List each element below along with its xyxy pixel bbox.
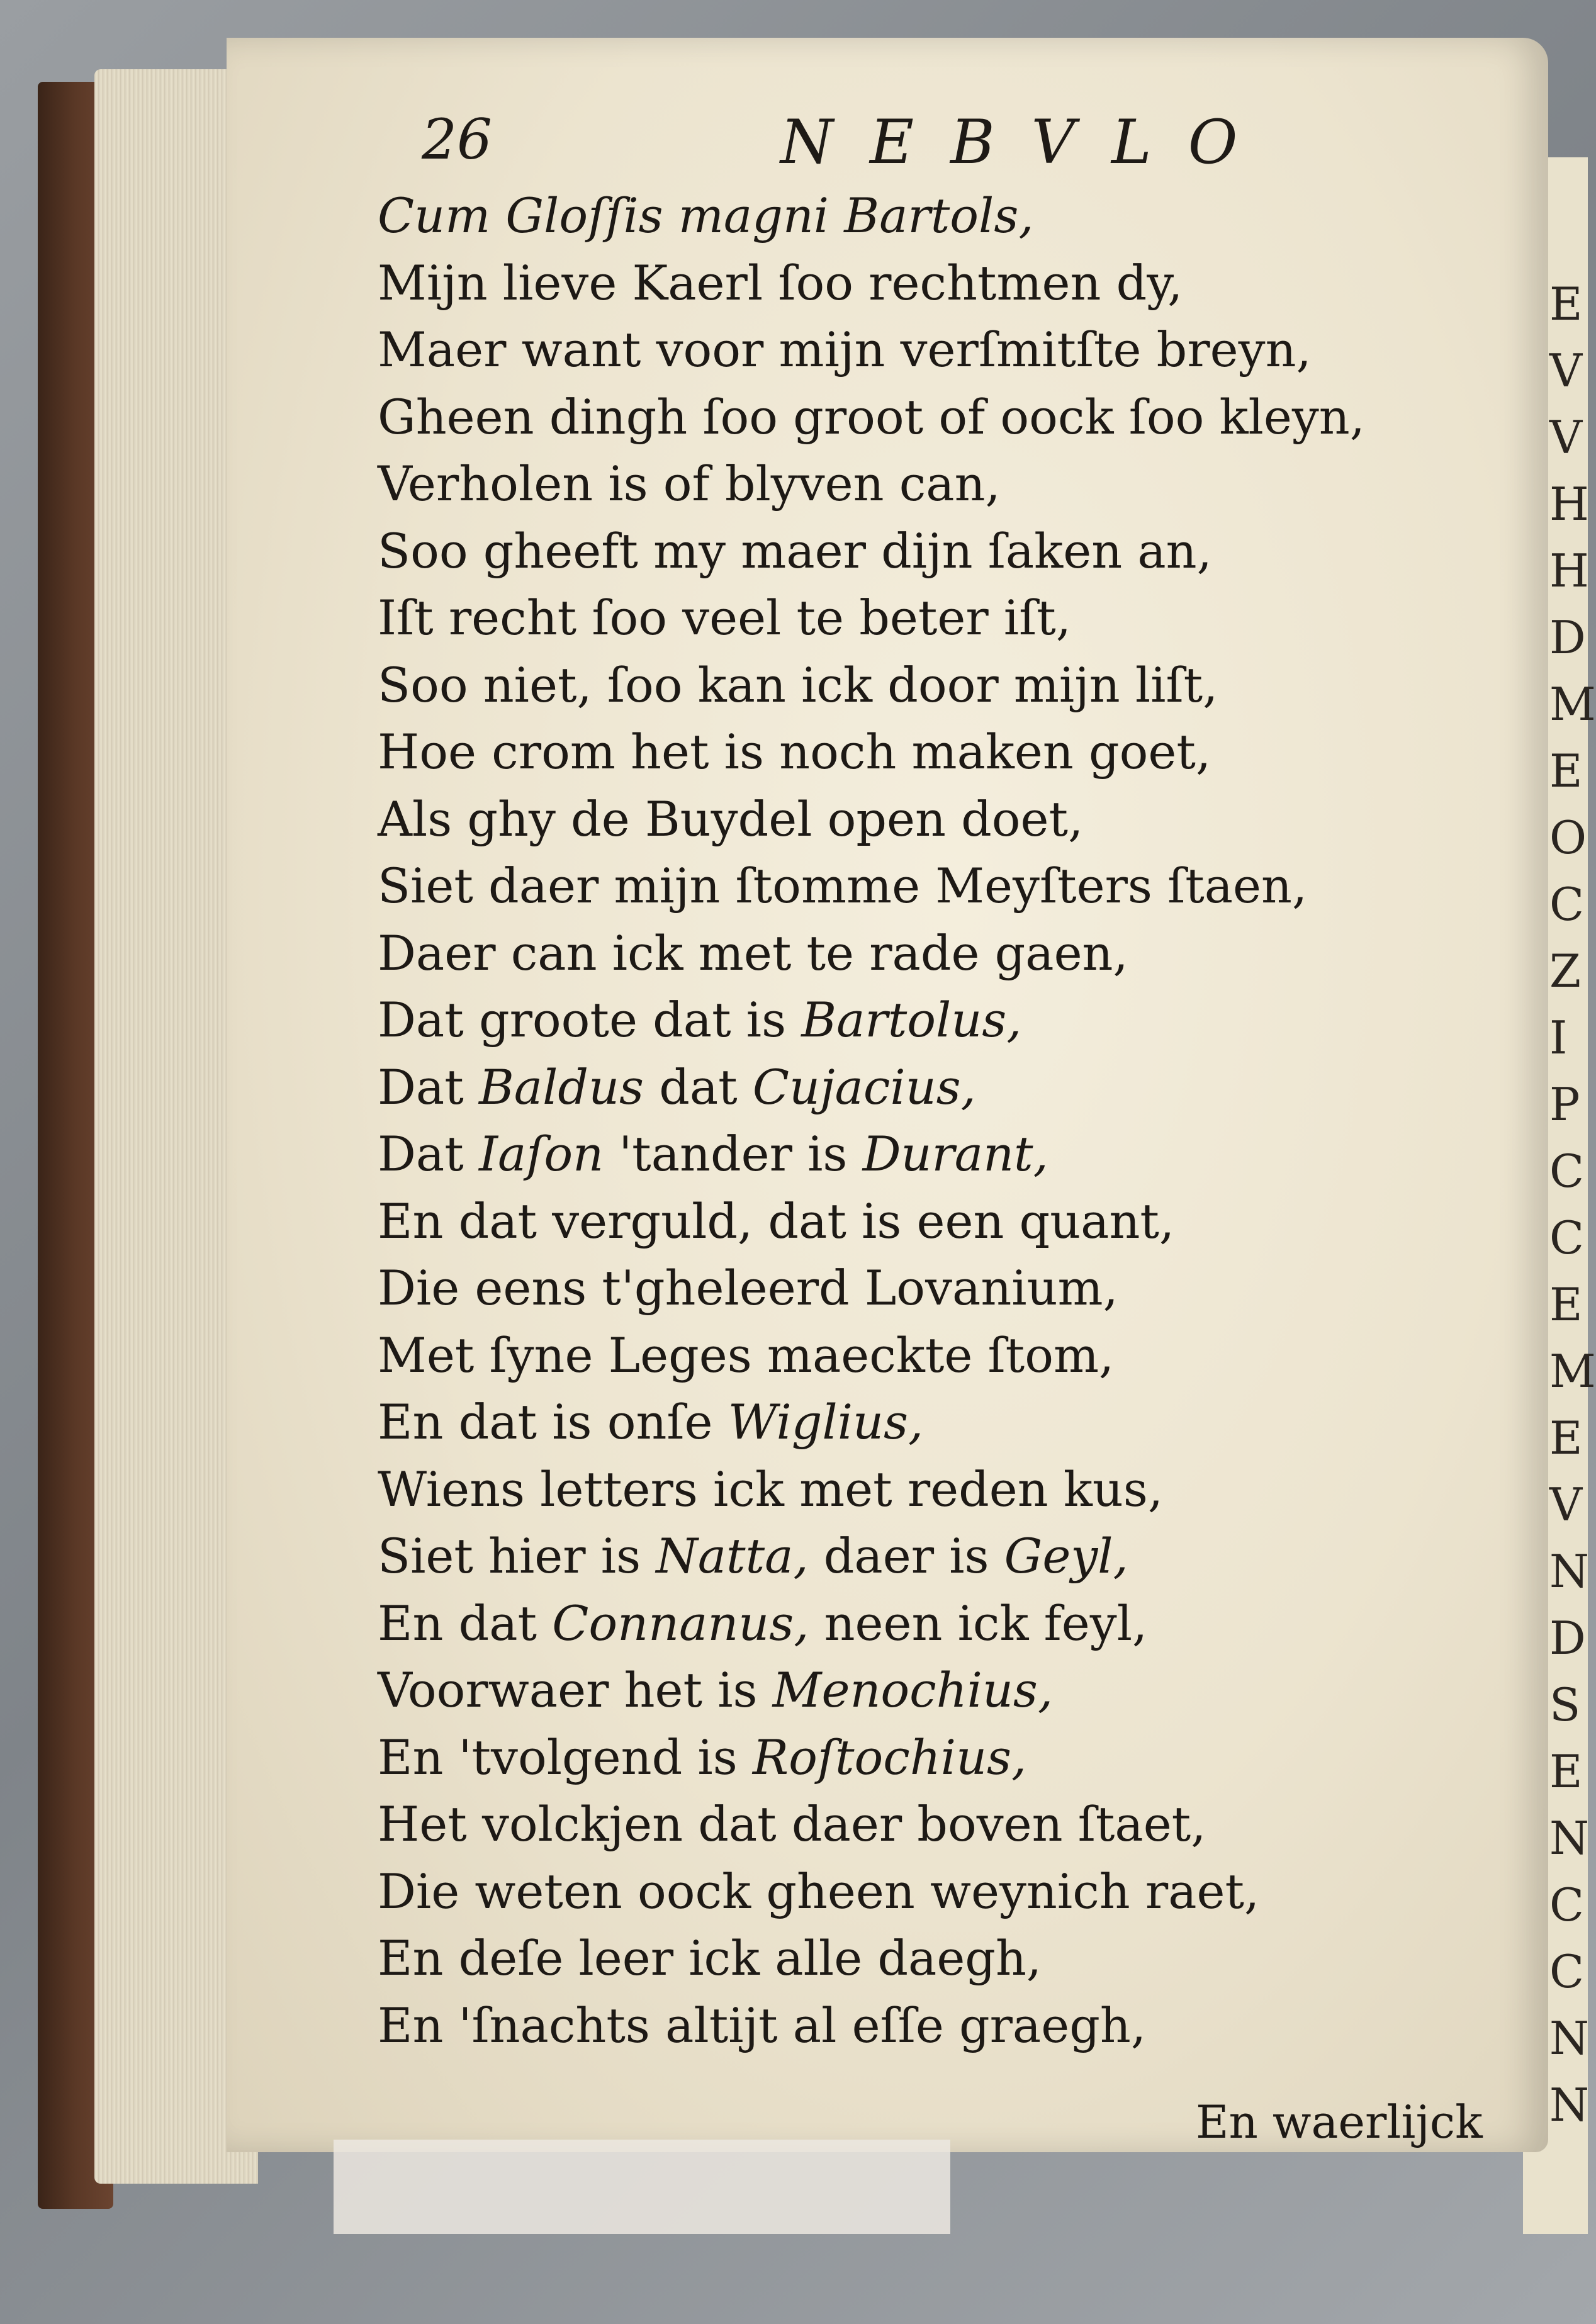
facing-page-initial: C bbox=[1549, 1145, 1585, 1198]
verse-line bbox=[378, 1121, 1460, 1188]
verse-line bbox=[378, 1322, 1460, 1389]
verse-segment: daer is bbox=[808, 1528, 1004, 1584]
verse-line bbox=[378, 1054, 1460, 1121]
verse-segment: Met ſyne Leges maeckte ſtom, bbox=[378, 1327, 1115, 1383]
verse-segment: En deſe leer ick alle daegh, bbox=[378, 1930, 1042, 1986]
facing-page-initial: N bbox=[1549, 1812, 1589, 1865]
verse-line bbox=[378, 451, 1460, 518]
verse-italic-segment: Roſtochius, bbox=[752, 1729, 1027, 1785]
verse-line bbox=[378, 1389, 1460, 1456]
facing-page-initial: N bbox=[1549, 2012, 1589, 2065]
verse-line bbox=[378, 182, 1460, 250]
facing-page-initial: C bbox=[1549, 1211, 1585, 1264]
verse-italic-segment: Baldus bbox=[478, 1058, 644, 1115]
facing-page-initials bbox=[1549, 271, 1596, 2138]
verse-segment: Als ghy de Buydel open doet, bbox=[378, 790, 1084, 847]
verse-segment: neen ick feyl, bbox=[809, 1595, 1148, 1651]
verse-line bbox=[378, 384, 1460, 451]
facing-page-initial: O bbox=[1549, 811, 1587, 864]
facing-page-initial: V bbox=[1549, 1478, 1582, 1531]
verse-text bbox=[378, 182, 1460, 2059]
verse-segment: Die eens t'gheleerd Lovanium, bbox=[378, 1260, 1118, 1316]
verse-italic-segment: Geyl, bbox=[1004, 1528, 1128, 1584]
verse-italic-segment: Cujacius, bbox=[752, 1058, 976, 1115]
facing-page-initial: D bbox=[1549, 1612, 1586, 1664]
verse-segment: Gheen dingh ſoo groot of oock ſoo kleyn, bbox=[378, 388, 1365, 445]
verse-segment: Soo gheeft my maer dijn ſaken an, bbox=[378, 522, 1212, 579]
verse-line bbox=[378, 786, 1460, 853]
verse-segment: En dat bbox=[378, 1595, 553, 1651]
verse-segment: Hoe crom het is noch maken goet, bbox=[378, 724, 1211, 780]
facing-page-initial: D bbox=[1549, 611, 1586, 664]
verse-line bbox=[378, 518, 1460, 585]
facing-page-initial: M bbox=[1549, 1345, 1596, 1398]
verse-segment: Dat bbox=[378, 1058, 479, 1115]
verse-line bbox=[378, 1724, 1460, 1792]
facing-page-initial: C bbox=[1549, 878, 1585, 931]
running-title: NEBVLO bbox=[780, 107, 1274, 177]
verse-segment: Dat bbox=[378, 1126, 479, 1182]
facing-page-initial: N bbox=[1549, 1545, 1589, 1598]
facing-page-initial: E bbox=[1549, 1745, 1583, 1798]
facing-page-initial: E bbox=[1549, 744, 1583, 797]
verse-italic-segment: Menochius, bbox=[772, 1662, 1054, 1718]
verse-segment: Daer can ick met te rade gaen, bbox=[378, 924, 1128, 981]
verse-line bbox=[378, 250, 1460, 317]
verse-italic-segment: Bartolus, bbox=[801, 992, 1022, 1048]
facing-page-initial: S bbox=[1549, 1678, 1581, 1731]
verse-line bbox=[378, 719, 1460, 786]
facing-page-initial: H bbox=[1549, 544, 1589, 597]
verse-italic-segment: Wiglius, bbox=[728, 1394, 924, 1450]
facing-page-initial: E bbox=[1549, 1412, 1583, 1464]
facing-page-initial: P bbox=[1549, 1078, 1580, 1131]
verse-line bbox=[378, 1992, 1460, 2060]
verse-segment: Voorwaer het is bbox=[378, 1662, 773, 1718]
running-head bbox=[422, 107, 1290, 195]
verse-line bbox=[378, 1925, 1460, 1992]
catchword: En waerlijck bbox=[1196, 2096, 1483, 2148]
verse-segment: Soo niet, ſoo kan ick door mijn liſt, bbox=[378, 656, 1218, 713]
verse-segment: Mijn lieve Kaerl ſoo rechtmen dy, bbox=[378, 254, 1183, 311]
verse-segment: 'tander is bbox=[604, 1126, 863, 1182]
verse-segment: Wiens letters ick met reden kus, bbox=[378, 1461, 1164, 1517]
verse-line bbox=[378, 1791, 1460, 1858]
facing-page-initial: E bbox=[1549, 1278, 1583, 1331]
verse-line bbox=[378, 987, 1460, 1054]
verse-segment: Het volckjen dat daer boven ſtaet, bbox=[378, 1796, 1206, 1852]
facing-page-initial: N bbox=[1549, 2079, 1589, 2131]
verse-segment: Siet hier is bbox=[378, 1528, 656, 1584]
verse-line bbox=[378, 585, 1460, 652]
verse-line bbox=[378, 1456, 1460, 1524]
verse-line bbox=[378, 1255, 1460, 1322]
facing-page-initial: M bbox=[1549, 678, 1596, 731]
verse-segment: En dat is onſe bbox=[378, 1394, 728, 1450]
verse-line bbox=[378, 652, 1460, 719]
verse-italic-segment: Connanus, bbox=[552, 1595, 809, 1651]
verse-line bbox=[378, 1657, 1460, 1724]
verse-segment: Die weten oock gheen weynich raet, bbox=[378, 1863, 1260, 1919]
facing-page-initial: Z bbox=[1549, 945, 1582, 997]
facing-page-initial: E bbox=[1549, 278, 1583, 330]
verse-segment: Maer want voor mijn verſmitſte breyn, bbox=[378, 322, 1312, 378]
facing-page-initial: V bbox=[1549, 411, 1582, 464]
facing-page-initial: C bbox=[1549, 1945, 1585, 1998]
verse-italic-segment: Cum Gloſſis magni Bartols, bbox=[378, 188, 1034, 244]
facing-page-initial: V bbox=[1549, 344, 1582, 397]
verse-segment: dat bbox=[644, 1058, 753, 1115]
verse-italic-segment: Natta, bbox=[656, 1528, 809, 1584]
verse-line bbox=[378, 317, 1460, 384]
facing-page-initial: C bbox=[1549, 1878, 1585, 1931]
verse-italic-segment: Iaſon bbox=[478, 1126, 604, 1182]
page-number: 26 bbox=[422, 107, 492, 172]
tape-strip bbox=[334, 2140, 950, 2234]
verse-line bbox=[378, 853, 1460, 920]
verse-line bbox=[378, 920, 1460, 987]
verse-segment: Dat groote dat is bbox=[378, 992, 802, 1048]
verse-segment: Siet daer mijn ſtomme Meyſters ſtaen, bbox=[378, 858, 1308, 914]
verse-segment: Verholen is of blyven can, bbox=[378, 456, 1001, 512]
verse-line bbox=[378, 1523, 1460, 1590]
verse-segment: En dat verguld, dat is een quant, bbox=[378, 1193, 1175, 1249]
verse-segment: En 'tvolgend is bbox=[378, 1729, 753, 1785]
verse-line bbox=[378, 1590, 1460, 1658]
verse-line bbox=[378, 1188, 1460, 1255]
verse-segment: En 'ſnachts altijt al eſſe graegh, bbox=[378, 1997, 1146, 2053]
verse-italic-segment: Durant, bbox=[862, 1126, 1048, 1182]
facing-page-initial: I bbox=[1549, 1011, 1568, 1064]
facing-page-initial: H bbox=[1549, 478, 1589, 530]
verse-segment: Iſt recht ſoo veel te beter iſt, bbox=[378, 590, 1071, 646]
verse-line bbox=[378, 1858, 1460, 1926]
